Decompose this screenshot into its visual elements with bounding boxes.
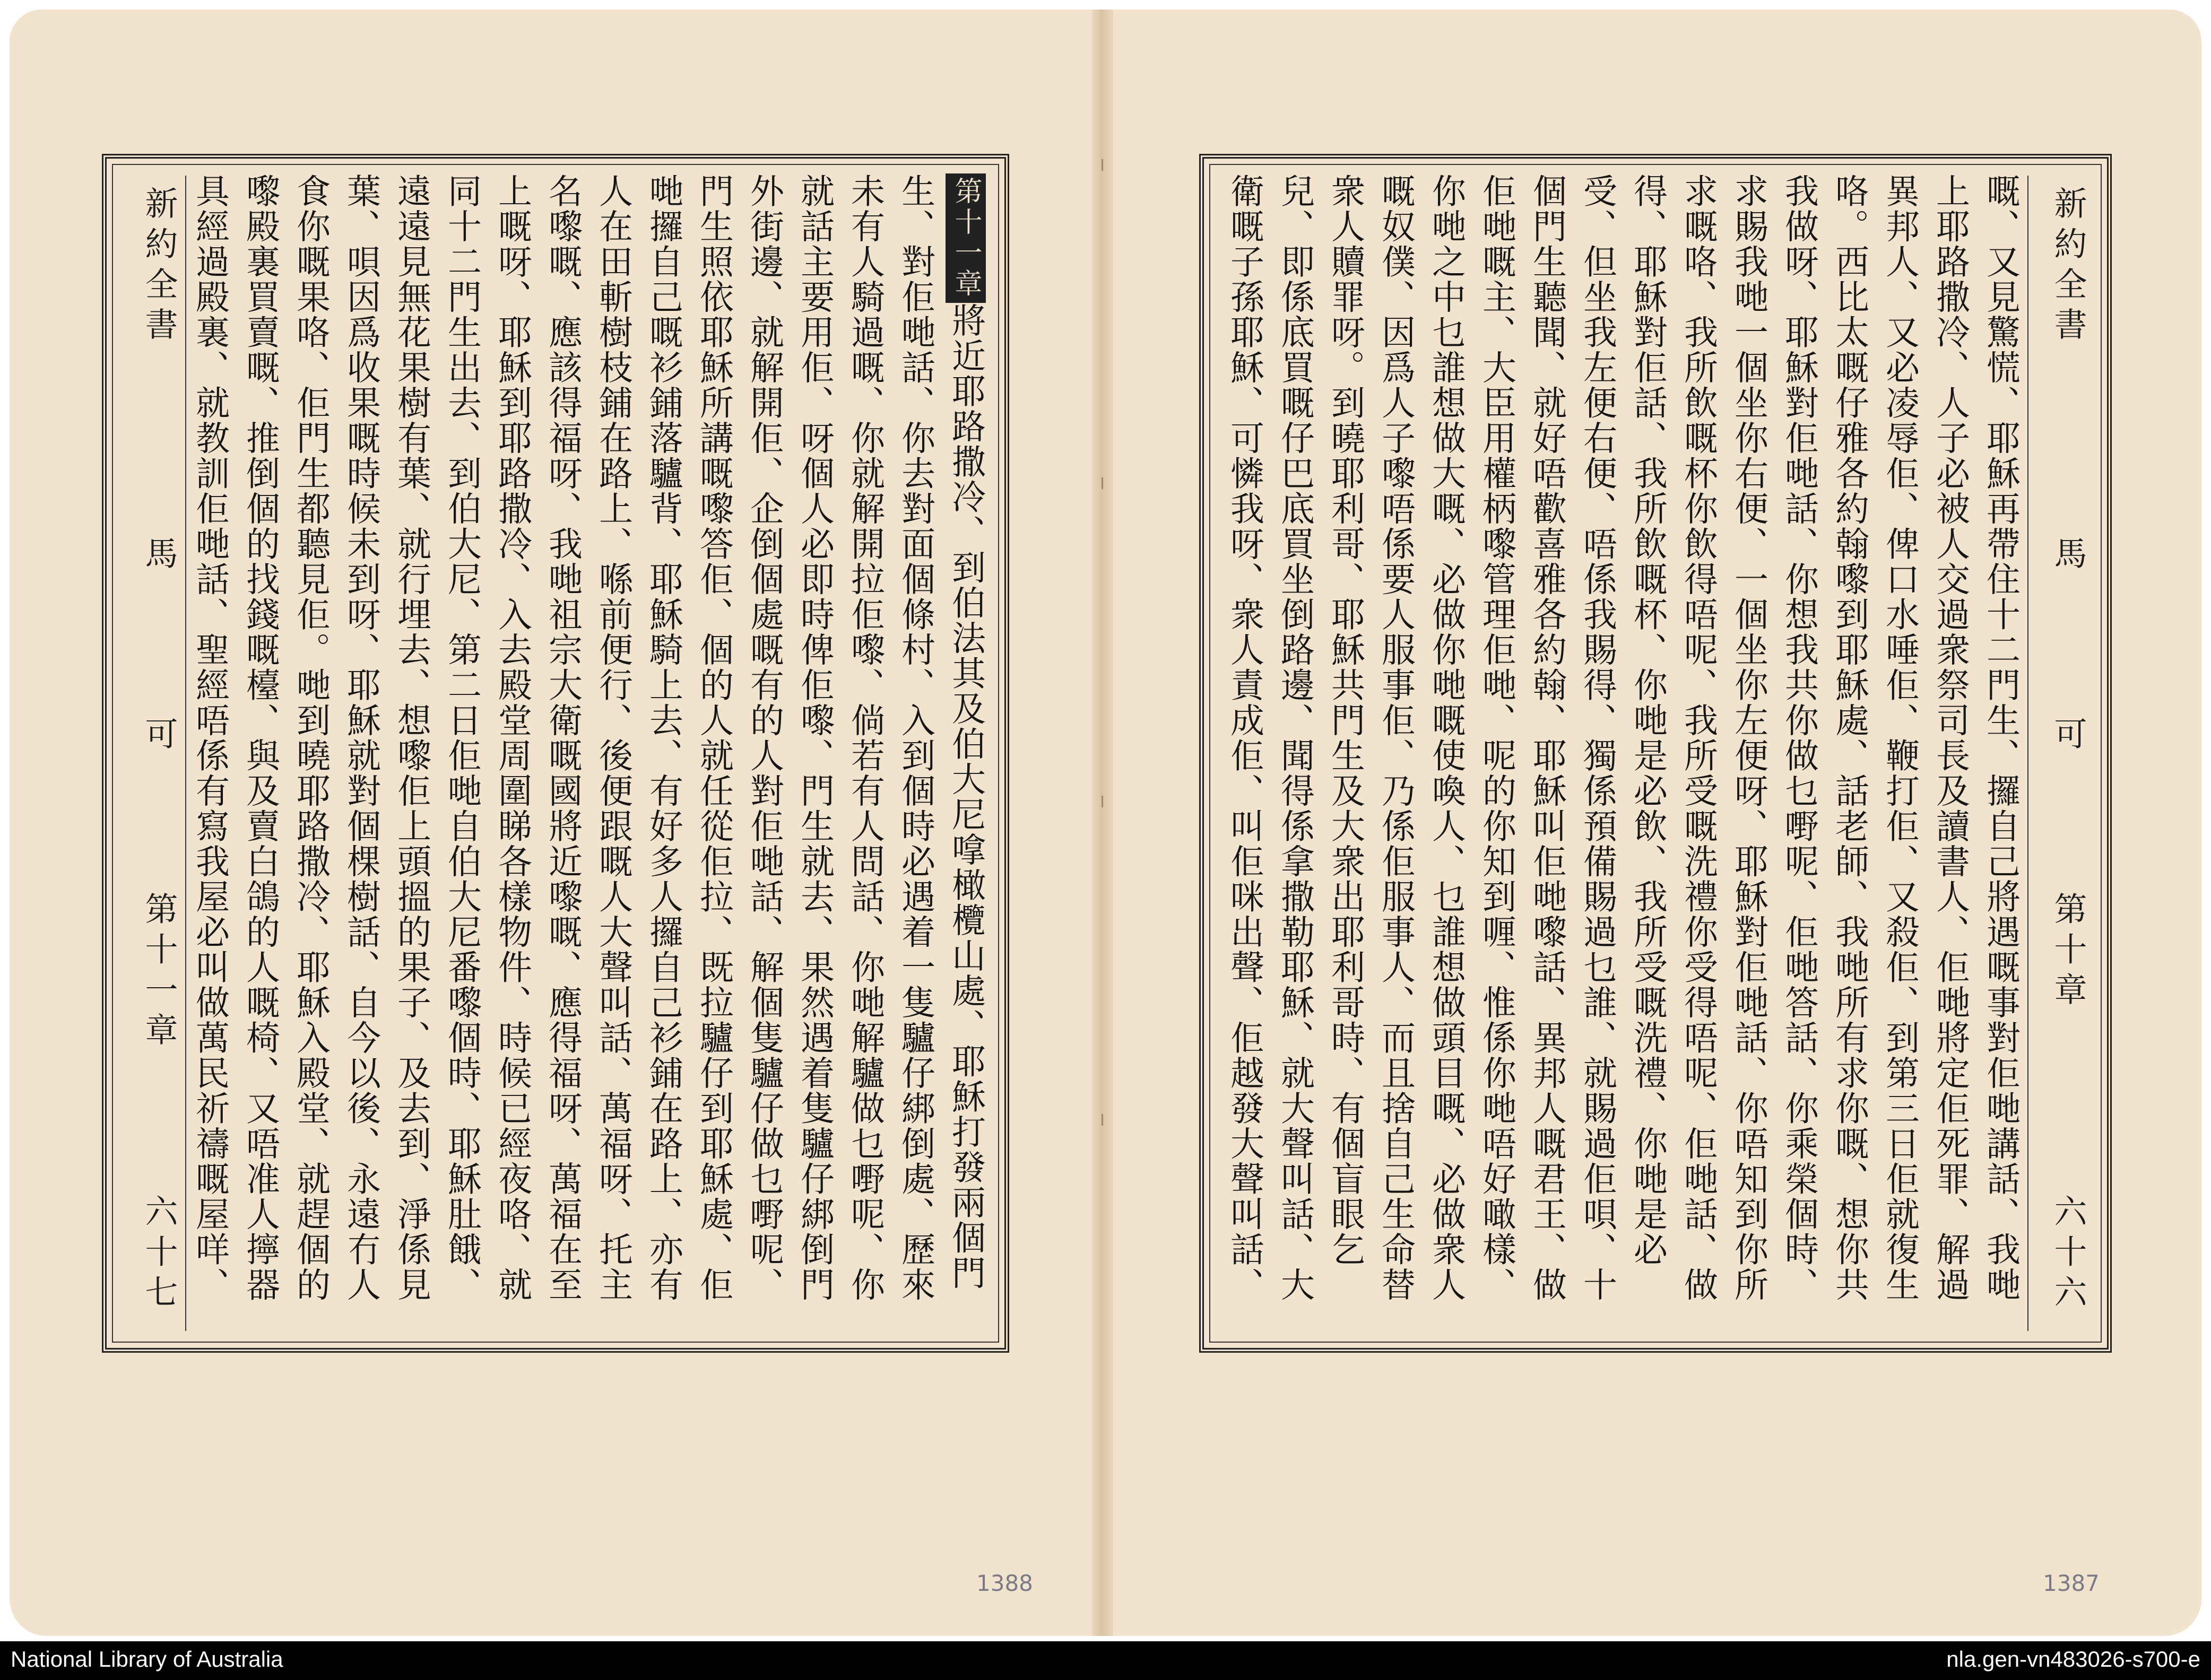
binding-stitch (1102, 796, 1103, 807)
header-book-name-1: 馬 (140, 536, 178, 577)
right-text-frame (1199, 154, 2112, 1353)
frame-inner-border (1209, 164, 2102, 1343)
chapter-marker: 第十一章 (946, 173, 986, 303)
binding-stitch (1102, 1114, 1103, 1126)
header-book-name-2: 可 (140, 717, 178, 757)
pencil-page-mark-right: 1387 (2043, 1570, 2100, 1596)
left-body-text (188, 173, 991, 1333)
left-body-paragraph: 將近耶路撒冷、到伯法其及伯大尼嗱橄欖山處、耶穌打發兩個門生、對佢哋話、你去對面個條村、入到個時必遇着一隻驢仔綁倒處、歷來未有人騎過嘅、你就解開拉佢嚟、倘若有人問話、你哋解驢做乜嘢呢、你就話主要用佢、呀個人必即時俾佢嚟、門生就去、果然遇着隻驢仔綁倒門外街邊、就解開佢、企倒個處嘅有的人對佢哋話、解個隻驢仔做乜嘢呢、門生照依耶穌所講嘅嚟答佢、個的人就任從佢拉、既拉驢仔到耶穌處、佢哋攞自己嘅衫鋪落驢背、耶穌騎上去、有好多人攞自己衫鋪在路上、亦有人在田斬樹枝鋪在路上、喺前便行、後便跟嘅人大聲叫話、萬福呀、托主名嚟嘅、應該得福呀、我哋祖宗大衛嘅國將近嚟嘅、應得福呀、萬福在至上嘅呀、耶穌到耶路撒冷、入去殿堂周圍睇各樣物件、時候已經夜咯、就同十二門生出去、到伯大尼、第二日佢哋自伯大尼番嚟個時、耶穌肚餓、遠遠見無花果樹有葉、就行埋去、想嚟佢上頭搵的果子、及去到、淨係見葉、唄因爲收果嘅時候未到呀、耶穌就對個棵樹話、自今以後、永遠冇人食你嘅果咯、佢門生都聽見佢。哋到曉耶路撒冷、耶穌入殿堂、就趕個的嚟殿裏買賣嘅、推倒個的找錢嘅檯、與及賣白鴿的人嘅椅、又唔准人擰器具經過殿裏、就教訓佢哋話、聖經唔係有寫我屋必叫做萬民祈禱嘅屋咩、 (190, 173, 985, 1302)
header-chapter: 第十一章 (140, 892, 178, 1053)
header-page-number: 六十六 (2049, 1194, 2087, 1315)
header-book-name-2: 可 (2049, 717, 2087, 757)
right-body-text (1218, 173, 2025, 1333)
header-book-title: 新約全書 (140, 186, 178, 347)
header-book-title: 新約全書 (2049, 186, 2087, 347)
right-running-header (2027, 176, 2094, 1331)
binding-stitch (1102, 477, 1103, 489)
book-gutter (1092, 10, 1113, 1636)
footer-institution: National Library of Australia (11, 1647, 283, 1672)
pencil-page-mark-left: 1388 (976, 1570, 1033, 1596)
header-chapter: 第十章 (2049, 892, 2087, 1013)
frame-inner-border (112, 164, 999, 1343)
left-text-frame (102, 154, 1009, 1353)
right-body-paragraph: 嘅、又見驚慌、耶穌再帶住十二門生、攞自己將遇嘅事對佢哋講話、我哋上耶路撒冷、人子必被人交過衆祭司長及讀書人、佢哋將定佢死罪、解過異邦人、又必凌辱佢、俾口水唾佢、鞭打佢、又殺佢、到第三日佢就復生咯。西比太嘅仔雅各約翰嚟到耶穌處、話老師、我哋所有求你嘅、想你共我做呀、耶穌對佢哋話、你想我共你做乜嘢呢、佢哋答話、你乘榮個時、求賜我哋一個坐你右便、一個坐你左便呀、耶穌對佢哋話、你唔知到你所求嘅咯、我所飲嘅杯你飲得唔呢、我所受嘅洗禮你受得唔呢、佢哋話、做得、耶穌對佢話、我所飲嘅杯、你哋是必飲、我所受嘅洗禮、你哋是必受、但坐我左便右便、唔係我賜得、獨係預備賜過乜誰、就賜過佢唄、十個門生聽聞、就好唔歡喜雅各約翰、耶穌叫佢哋嚟話、異邦人嘅君王、做佢哋嘅主、大臣用權柄嚟管理佢哋、呢的你知到喱、惟係你哋唔好噉樣、你哋之中乜誰想做大嘅、必做你哋嘅使喚人、乜誰想做頭目嘅、必做衆人嘅奴僕、因爲人子嚟唔係要人服事佢、乃係佢服事人、而且捨自己生命替衆人贖罪呀。到曉耶利哥、耶穌共門生及大衆出耶利哥時、有個盲眼乞兒、即係底買嘅仔巴底買坐倒路邊、聞得係拿撒勒耶穌、就大聲叫話、大衛嘅子孫耶穌、可憐我呀、衆人責成佢、叫佢咪出聲、佢越發大聲叫話、 (1225, 173, 2020, 1302)
footer-identifier: nla.gen-vn483026-s700-e (1946, 1647, 2200, 1672)
header-book-name-1: 馬 (2049, 536, 2087, 577)
binding-stitch (1102, 159, 1103, 171)
header-page-number: 六十七 (140, 1194, 178, 1315)
left-running-header (119, 176, 186, 1331)
footer-bar (0, 1641, 2211, 1680)
